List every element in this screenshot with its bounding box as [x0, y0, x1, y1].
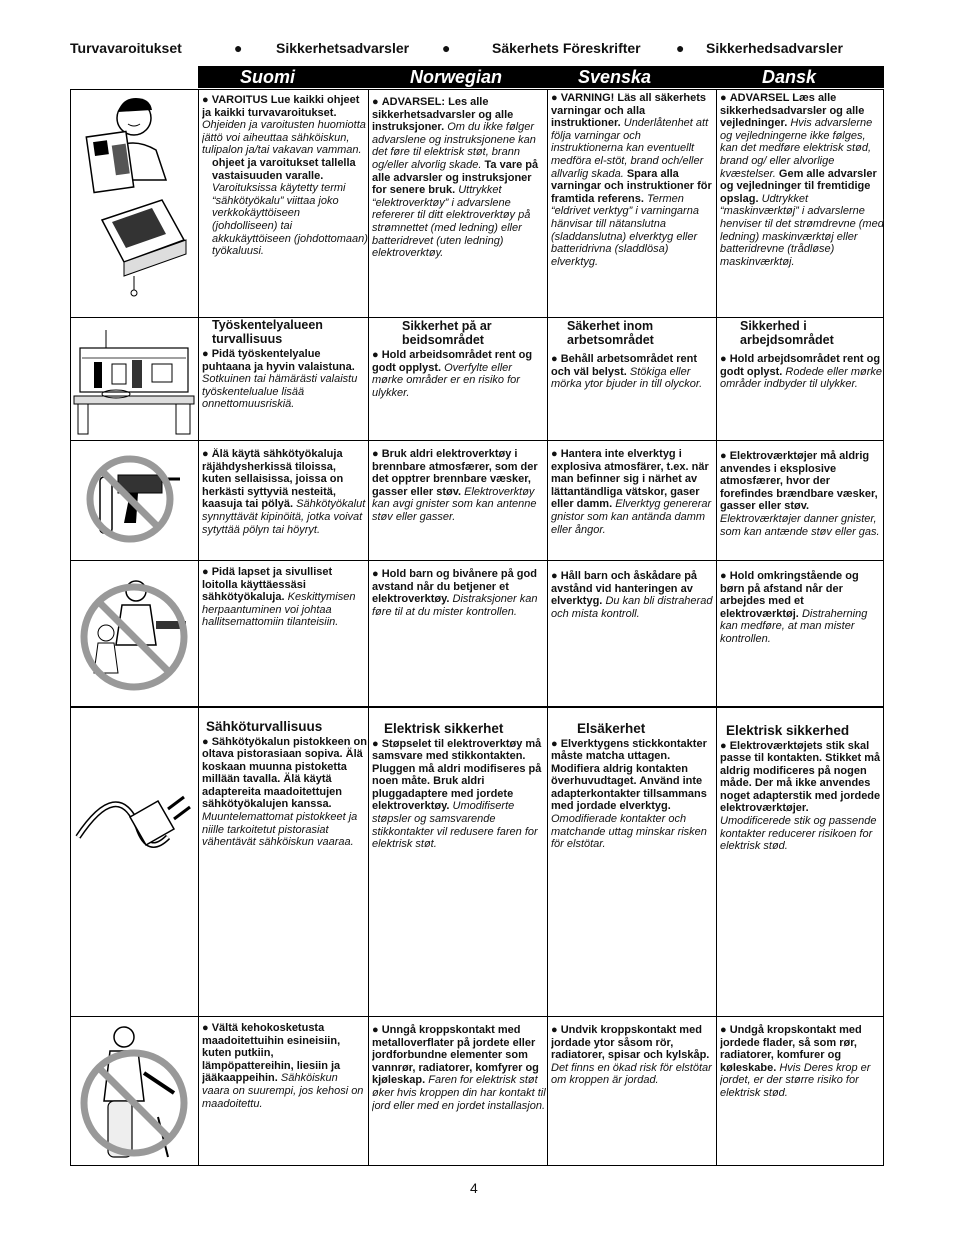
warning-cell-suomi [202, 94, 368, 314]
bullet-icon: ● [202, 1022, 209, 1034]
explanation-text: Sähkötyökalut synnyttävät kipinöitä, jotka voivat sytyttää pölyn tai höyryt. [202, 498, 366, 536]
warning-keep-instructions: Ta vare på alle advarsler og instruksjoner for senere bruk. [372, 158, 539, 197]
section-heading: Sähköturvallisuus [206, 720, 323, 734]
bullet-icon: ● [720, 1024, 727, 1036]
instruction-text: Elverktygens stickkontakter måste matcha uttagen. Modifiera aldrig kontakten överhuvudtaget. Använd inte adapterkontakter tillsammans med jordade elverktyg. [551, 737, 707, 813]
warning-keep-instructions: ohjeet ja varoitukset tallella vastaisuuden varalle. [212, 156, 356, 182]
instruction-text: Elektroværktøjer må aldrig anvendes i eksplosive atmosfærer, hvor der forefindes brændbare væsker, gasser eller støv. [720, 450, 878, 513]
work-area-cell-suomi [202, 319, 368, 439]
warning-cell-dansk [720, 92, 884, 314]
explanation-text: Hvis Deres krop er jordet, er der større risiko for elektrisk stød. [720, 1061, 871, 1099]
warning-cell-norwegian [372, 96, 546, 316]
instruction-text: Undvik kroppskontakt med jordade ytor såsom rör, radiatorer, spisar och kylskåp. [551, 1024, 710, 1062]
section-heading: Työskentelyalueen turvallisuus [212, 319, 323, 346]
grounded-cell-svenska [551, 1024, 716, 1162]
bullet-icon: ● [551, 1024, 558, 1036]
header-item-danish: Sikkerhedsadvarsler [706, 40, 843, 56]
no-children-icon [72, 561, 197, 705]
electrical-cell-svenska [551, 722, 716, 1012]
warning-text: Underlåtenhet att följa varningar och instruktionerna kan eventuellt medföra el-stöt, brand och/eller allvarlig skada. [551, 117, 709, 180]
bullet-icon: ● [720, 739, 727, 752]
language-label-dansk: Dansk [762, 67, 817, 87]
instruction-text: Hantera inte elverktyg i explosiva atmosfärer, t.ex. när man befinner sig i närhet av lättantändliga vätskor, gaser eller damm. [551, 448, 709, 511]
explanation-text: Muuntelemattomat pistokkeet ja niille tarkoitetut pistorasiat vähentävät sähköiskun vaaraa. [202, 811, 358, 849]
bullet-icon: ● [551, 353, 558, 365]
column-divider [198, 89, 199, 1166]
language-label-svenska: Svenska [578, 67, 652, 87]
bullet-icon: ● [202, 566, 209, 578]
section-heading: Säkerhet inom arbetsområdet [567, 320, 654, 347]
instruction-text: Unngå kroppskontakt med metalloverflater på jordete eller jordforbundne elementer som vannrør, radiatorer, komfyrer og kjøleskap. [372, 1024, 539, 1087]
children-cell-norwegian [372, 568, 546, 702]
warning-keep-instructions: Spara alla varningar och instruktioner för framtida referens. [551, 167, 712, 205]
grounded-cell-norwegian [372, 1024, 546, 1162]
electrical-cell-dansk [720, 724, 882, 1012]
bullet-icon: ● [551, 92, 558, 104]
instruction-text: Pidä lapset ja sivulliset loitolla käyttäessäsi sähkötyökaluja. [202, 566, 333, 604]
warning-title: VARNING! Läs all säkerhets varningar och alla instruktioner. [551, 92, 707, 130]
instruction-text: Behåll arbetsområdet rent och väl belyst. [551, 353, 698, 378]
children-cell-svenska [551, 570, 716, 702]
explanation-text: Omodifierade kontakter och matchande uttag minskar risken för elstötar. [551, 813, 707, 851]
explosive-cell-suomi [202, 448, 368, 558]
instruction-text: Støpselet til elektroverktøy må samsvare med stikkontakten. Pluggen må aldri modifiseres på noen måte. Bruk aldri pluggadaptere med jordete elektroverktøy. [372, 737, 542, 813]
bullet-icon: ● [551, 448, 558, 460]
bullet-icon: ● [551, 737, 558, 750]
explanation-text: Sotkuinen tai hämärästi valaistu työskentelualue lisää onnettomuusriskiä. [202, 373, 358, 411]
bullet-icon: ● [720, 570, 727, 582]
section-heading: Elektrisk sikkerhet [384, 722, 504, 736]
warning-title: ADVARSEL: Les alle sikkerhetsadvarsler og alle instruksjoner. [372, 96, 514, 134]
instruction-text: Hold omkringstående og børn på afstand når der arbejdes med et elektroværktøj. [720, 570, 859, 620]
language-header-band [198, 66, 884, 88]
explosive-cell-dansk [720, 450, 882, 558]
bullet-icon: ● [372, 568, 379, 580]
explosive-cell-svenska [551, 448, 716, 558]
section-heading: Sikkerhed i arbejdsområdet [740, 320, 834, 347]
explanation-text: Umodificerede stik og passende kontakter reducerer risikoen for elektrisk stød. [720, 815, 877, 853]
instruction-text: Hold arbejdsområdet rent og godt oplyst. [720, 353, 881, 378]
instruction-text: Vältä kehokosketusta maadoitettuihin esineisiin, kuten putkiin, lämpöpattereihin, liesiin ja jääkaappeihin. [202, 1022, 341, 1085]
grounded-cell-suomi [202, 1022, 368, 1162]
bullet-icon: ● [202, 735, 209, 748]
warning-cell-svenska [551, 92, 716, 314]
work-area-cell-dansk [720, 320, 882, 440]
header-item-swedish: Säkerhets Föreskrifter [492, 40, 641, 56]
header-separator: ● [676, 40, 685, 56]
no-grounded-surface-icon [72, 1017, 197, 1165]
column-divider [547, 89, 548, 1166]
explanation-text: Keskittymisen herpaantuminen voi johtaa hallitsemattomiin tilanteisiin. [202, 591, 356, 629]
bullet-icon: ● [372, 96, 379, 108]
warning-title: ADVARSEL Læs alle sikkerhedsadvarsler og alle vejledninger. [720, 92, 865, 130]
explanation-text: Elverktyg genererar gnistor som kan antända damm eller ångor. [551, 498, 712, 536]
electrical-cell-norwegian [372, 722, 546, 1012]
explanation-text: Elektroværktøjer danner gnister, som kan antænde støv eller gas. [720, 512, 880, 538]
header-bar [70, 40, 884, 60]
work-area-cell-svenska [551, 320, 716, 440]
bullet-icon: ● [720, 450, 727, 462]
page-number: 4 [470, 1180, 478, 1196]
instruction-text: Älä käytä sähkötyökaluja räjähdysherkissä tiloissa, kuten sellaisissa, joissa on herkästi syttyviä nesteitä, kaasuja tai pölyä. [202, 448, 344, 511]
bullet-icon: ● [720, 353, 727, 365]
bullet-icon: ● [372, 1024, 379, 1036]
explanation-text: Rodede eller mørke områder indbyder til ulykker. [720, 365, 882, 391]
bullet-icon: ● [372, 349, 379, 361]
explanation-text: Distraksjoner kan føre til at du mister kontrollen. [372, 593, 538, 618]
warning-keep-instructions: Gem alle advarsler og vejledninger til fremtidige opslag. [720, 167, 877, 205]
bullet-icon: ● [202, 348, 209, 360]
instruction-text: Hold barn og bivånere på god avstand når du betjener et elektroverktøy. [372, 568, 537, 606]
explanation-text: Elektroverktøy kan avgi gnister som kan antenne støv eller gasser. [372, 485, 537, 523]
explanation-text: Det finns en ökad risk för elstötar om kroppen är jordad. [551, 1061, 712, 1087]
bullet-icon: ● [551, 570, 558, 582]
language-label-norwegian: Norwegian [410, 67, 503, 87]
header-item-finnish: Turvavaroitukset [70, 40, 182, 56]
electrical-cell-suomi [202, 720, 368, 1012]
warning-title: VAROITUS Lue kaikki ohjeet ja kaikki turvavaroitukset. [202, 94, 360, 119]
instruction-text: Håll barn och åskådare på avstånd vid hanteringen av elverktyg. [551, 570, 698, 608]
section-heading: Sikkerhet på ar beidsområdet [402, 320, 492, 347]
instruction-text: Hold arbeidsområdet rent og godt opplyst. [372, 349, 533, 374]
explanation-text: Faren for elektrisk støt øker hvis kroppen din har kontakt til jord eller med en jordet installasjon. [372, 1074, 546, 1112]
explosive-cell-norwegian [372, 448, 546, 558]
header-separator: ● [234, 40, 243, 56]
plug-illustration [72, 707, 197, 1015]
grounded-cell-dansk [720, 1024, 882, 1162]
section-heading: Elsäkerhet [577, 722, 646, 736]
section-heading: Elektrisk sikkerhed [726, 724, 850, 738]
warning-term-text: Uttrykket “elektroverktøy” i advarslene refererer til ditt elektroverktøy på strømnettet (med ledning) eller batteridrevet (uten ledning) elektroverktøy. [372, 184, 531, 260]
column-divider [368, 89, 369, 1166]
header-item-norwegian: Sikkerhetsadvarsler [276, 40, 410, 56]
instruction-text: Pidä työskentelyalue puhtaana ja hyvin valaistuna. [202, 348, 355, 373]
instruction-text: Bruk aldri elektroverktøy i brennbare atmosfærer, som der det opptrer brennbare væsker, gasser eller støv. [372, 448, 538, 498]
warning-term-text: Varoituksissa käytetty termi “sähkötyökalu” viittaa joko verkkokäyttöiseen (johdolliseen) tai akkukäyttöiseen (johdottomaan) työkaluusi. [212, 182, 368, 258]
work-area-cell-norwegian [372, 320, 546, 440]
explanation-text: Overfylte eller mørke områder er en risiko for ulykker. [372, 361, 520, 399]
warning-term-text: Termen “eldrivet verktyg” i varningarna hänvisar till nätanslutna (sladdanslutna) elverktyg eller batteridrivna (sladdlösa) elverktyg. [551, 192, 699, 268]
instruction-text: Elektroværktøjets stik skal passe til kontakten. Stikket må aldrig modificeres på nogen måde. Der må ikke anvendes noget adapterstik med jordede elektroværktøjer. [720, 739, 881, 815]
explanation-text: Stökiga eller mörka ytor bjuder in till olyckor. [551, 365, 703, 391]
warning-text: Ohjeiden ja varoitusten huomiotta jättö voi aiheuttaa sähköiskun, tulipalon ja/tai vakavan vamman. [202, 119, 366, 157]
warning-text: Hvis advarslerne og vejledningerne ikke følges, kan det medføre elektrisk stød, brand og/ eller alvorlige kvæstelser. [720, 117, 873, 180]
children-cell-dansk [720, 570, 882, 702]
reading-manual-illustration [72, 90, 197, 316]
bullet-icon: ● [720, 92, 727, 104]
warning-text: Om du ikke følger advarslene og instruksjonene kan det føre til elektrisk støt, brann og/eller alvorlig skade. [372, 121, 536, 171]
warning-term-text: Udtrykket “maskinværktøj” i advarslerne henviser til det strømdrevne (med ledning) maskinværktøj eller batteridrevne (trådløse) maskinværktøj. [720, 192, 884, 268]
children-cell-suomi [202, 566, 368, 702]
bullet-icon: ● [202, 448, 209, 460]
explanation-text: Umodifiserte støpsler og samsvarende stikkontakter vil redusere faren for elektrisk støt. [372, 800, 538, 851]
explanation-text: Distraherning kan medføre, at man mister kontrollen. [720, 607, 868, 645]
workbench-illustration [72, 318, 197, 439]
no-flammable-drill-icon [72, 441, 197, 559]
column-divider [716, 89, 717, 1166]
header-separator: ● [442, 40, 451, 56]
explanation-text: Sähköiskun vaara on suurempi, jos kehosi on maadoitettu. [202, 1072, 364, 1110]
explanation-text: Du kan bli distraherad och mista kontroll. [551, 595, 713, 620]
bullet-icon: ● [372, 737, 379, 750]
bullet-icon: ● [372, 448, 379, 460]
language-label-suomi: Suomi [240, 67, 296, 87]
instruction-text: Undgå kropskontakt med jordede flader, så som rør, radiatorer, komfurer og køleskabe. [720, 1024, 862, 1074]
instruction-text: Sähkötyökalun pistokkeen on oltava pistorasiaan sopiva. Älä koskaan muunna pistoketta millään tavalla. Älä käytä adaptereita maadoitettujen sähkötyökalujen kanssa. [202, 735, 367, 811]
bullet-icon: ● [202, 94, 209, 106]
